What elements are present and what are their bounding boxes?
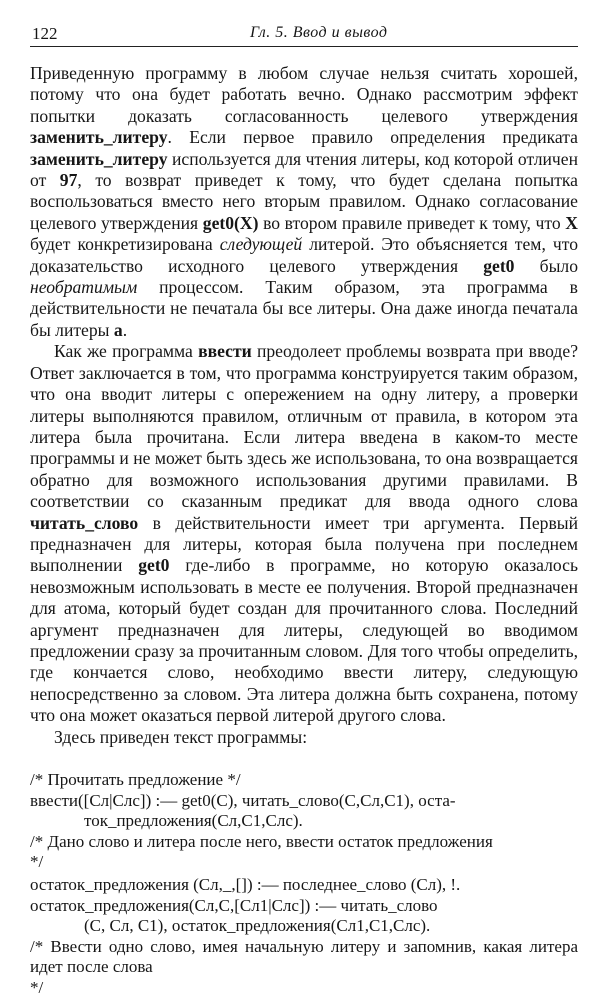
paragraph-2: Как же программа ввести преодолеет проблемы возврата при вводе? Ответ заключается в том, что программа конструируется таким образом, что она вводит литеры с опережением на одну литеру, а проверки литеры выполняются правилом, отличным от правила, в котором эта литера была прочитана. Если литера введена в каком-то месте программы и не может быть здесь же использована, то она возвращается обратно для возможного использования другими правилами. В соответствии со сказанным предикат для ввода одного слова читать_слово в действительности имеет три аргумента. Первый предназначен для литеры, которая была получена при последнем выполнении get0 где-либо в программе, но которую оказалось невозможным использовать в месте ее получения. Второй предназначен для атома, который будет создан для прочитанного слова. Последний аргумент предназначен для литеры, следующей во вводимом предложении сразу за прочитанным словом. Для того чтобы определить, где кончается слово, необходимо ввести литеру, следующую непосредственно за словом. Эта литера должна быть сохранена, потому что она может оказаться первой литерой другого слова.	[30, 341, 578, 726]
predicate-term: get0	[483, 255, 515, 276]
code-comment: */	[30, 852, 44, 872]
code-comment: */	[30, 977, 44, 997]
predicate-term: читать_слово	[30, 512, 139, 533]
predicate-term: get0	[138, 555, 170, 576]
code-line: (С, Сл, С1), остаток_предложения(Сл1,С1,Слс).	[84, 916, 431, 936]
code-comment: /* Дано слово и литера после него, ввести остаток предложения	[30, 831, 493, 851]
predicate-term: заменить_литеру	[30, 127, 168, 148]
book-page	[30, 22, 578, 999]
code-comment: /* Прочитать предложение */	[30, 770, 241, 789]
running-title: Гл. 5. Ввод и вывод	[250, 24, 388, 41]
page-number: 122	[32, 24, 58, 43]
paragraph-1: Приведенную программу в любом случае нельзя считать хорошей, потому что она будет работать вечно. Однако рассмотрим эффект попытки доказать согласованность целевого утверждения заменить_литеру. Если первое правило определения предиката заменить_литеру используется для чтения литеры, код которой отличен от 97, то возврат приведет к тому, что будет сделана попытка воспользоваться вместо него вторым правилом. Однако согласование целевого утверждения get0(X) во втором правиле приведет к тому, что X будет конкретизирована следующей литерой. Это объясняется тем, что доказательство исходного целевого утверждения get0 было необратимым процессом. Таким образом, эта программа в действительности не печатала бы все литеры. Она даже иногда печатала бы литеры a.	[30, 63, 578, 340]
page-header	[30, 22, 578, 47]
literal-term: a	[113, 319, 123, 340]
code-line: остаток_предложения(Сл,С,[Сл1|Слс]) :— читать_слово	[30, 895, 438, 915]
variable-term: X	[565, 212, 578, 233]
code-comment: /* Ввести одно слово, имея начальную литеру и запомнив, какая литера идет после слова	[30, 936, 578, 977]
code-line: ввести([Сл|Слс]) :— get0(С), читать_слово(С,Сл,С1), оста-	[30, 790, 456, 810]
emphasis: необратимым	[30, 277, 138, 298]
paragraph-3: Здесь приведен текст программы:	[54, 726, 308, 747]
predicate-term: заменить_литеру	[30, 148, 168, 169]
emphasis: следующей	[219, 234, 303, 255]
code-number: 97	[59, 170, 78, 191]
code-line: ток_предложения(Сл,С1,Слс).	[84, 811, 303, 831]
code-line: остаток_предложения (Сл,_,[]) :— последнее_слово (Сл), !.	[30, 874, 461, 894]
code-listing	[30, 770, 578, 999]
predicate-term: ввести	[198, 341, 252, 362]
predicate-term: get0(X)	[202, 212, 259, 233]
